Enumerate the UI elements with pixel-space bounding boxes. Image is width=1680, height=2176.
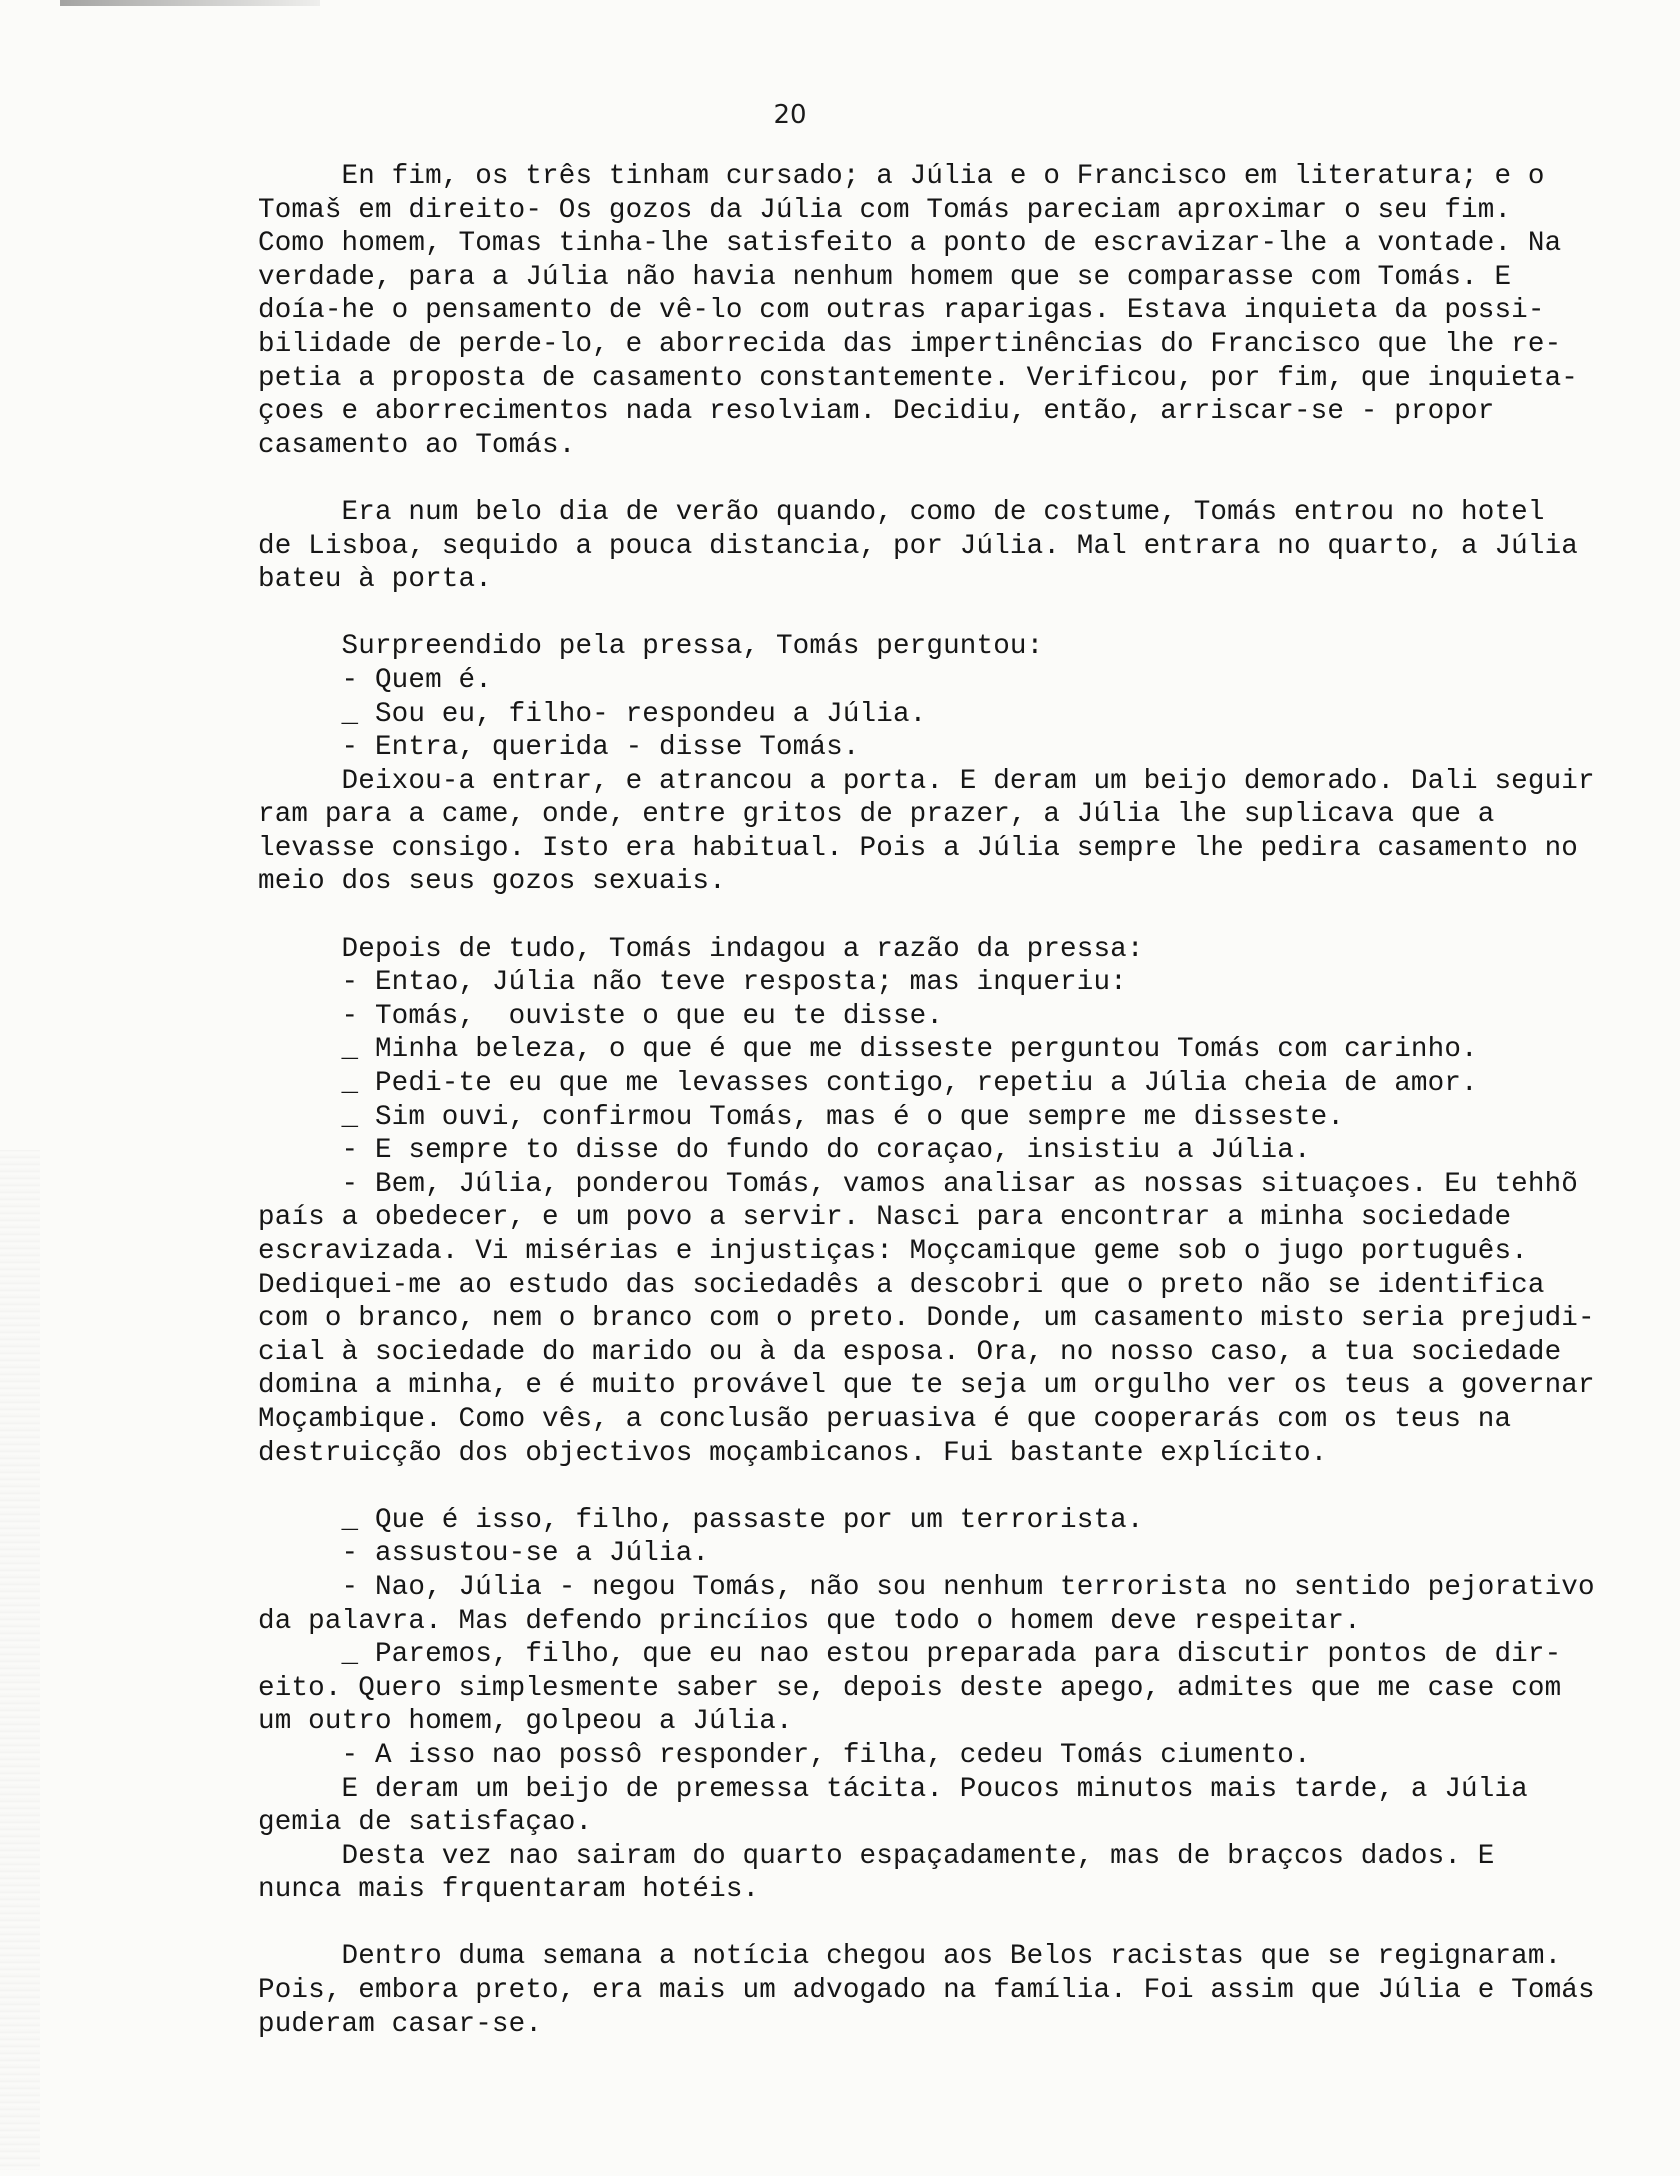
text-line: meio dos seus gozos sexuais. — [258, 866, 726, 898]
text-line: gemia de satisfaçao. — [258, 1807, 593, 1839]
text-line: de Lisboa, sequido a pouca distancia, por Júlia. Mal entrara no quarto, a Júlia — [258, 530, 1579, 562]
paragraph-gap — [258, 1907, 1598, 1941]
scan-margin-noise — [0, 1150, 40, 2170]
text-line: puderam casar-se. — [258, 2008, 543, 2040]
text-line: Deixou-a entrar, e atrancou a porta. E deram um beijo demorado. Dali seguir — [258, 765, 1595, 797]
text-line: doía-he o pensamento de vê-lo com outras raparigas. Estava inquieta da possi- — [258, 295, 1545, 327]
text-line: - Quem é. — [258, 664, 492, 696]
text-line: Era num belo dia de verão quando, como de costume, Tomás entrou no hotel — [258, 496, 1545, 528]
text-line: casamento ao Tomás. — [258, 429, 576, 461]
text-line: bilidade de perde-lo, e aborrecida das impertinências do Francisco que lhe re- — [258, 328, 1562, 360]
body-text — [258, 160, 1598, 2041]
text-line: eito. Quero simplesmente saber se, depois deste apego, admites que me case com — [258, 1672, 1562, 1704]
paragraph-gap — [258, 462, 1598, 496]
text-line: _ Paremos, filho, que eu nao estou preparada para discutir pontos de dir- — [258, 1639, 1562, 1671]
text-line: Pois, embora preto, era mais um advogado na família. Foi assim que Júlia e Tomás — [258, 1975, 1595, 2007]
paragraph-gap — [258, 597, 1598, 631]
text-line: da palavra. Mas defendo princíios que todo o homem deve respeitar. — [258, 1605, 1361, 1637]
text-line: escravizada. Vi misérias e injustiças: Moçcamique geme sob o jugo português. — [258, 1236, 1528, 1267]
text-line: com o branco, nem o branco com o preto. Donde, um casamento misto seria prejudi- — [258, 1303, 1595, 1335]
text-line: um outro homem, golpeou a Júlia. — [258, 1706, 793, 1738]
text-line: Dediquei-me ao estudo das sociedadês a descobri que o preto não se identifica — [258, 1269, 1545, 1301]
text-line: domina a minha, e é muito provável que te seja um orgulho ver os teus a governar — [258, 1370, 1595, 1402]
paragraph-gap — [258, 1470, 1598, 1504]
text-line: Desta vez nao sairam do quarto espaçadamente, mas de braçcos dados. E — [258, 1840, 1495, 1872]
paragraph — [258, 933, 1598, 1471]
text-line: E deram um beijo de premessa tácita. Poucos minutos mais tarde, a Júlia — [258, 1773, 1528, 1805]
text-line: bateu à porta. — [258, 564, 492, 596]
text-line: çoes e aborrecimentos nada resolviam. Decidiu, então, arriscar-se - propor — [258, 396, 1495, 428]
text-line: destruicção dos objectivos moçambicanos. Fui bastante explícito. — [258, 1437, 1328, 1469]
text-line: - Nao, Júlia - negou Tomás, não sou nenhum terrorista no sentido pejorativo — [258, 1571, 1595, 1603]
text-line: Moçambique. Como vês, a conclusão peruasiva é que cooperarás com os teus na — [258, 1403, 1512, 1435]
text-line: nunca mais frquentaram hotéis. — [258, 1874, 760, 1906]
scan-edge-mark — [60, 0, 320, 6]
text-line: _ Que é isso, filho, passaste por um terrorista. — [258, 1504, 1144, 1536]
text-line: cial à sociedade do marido ou à da esposa. Ora, no nosso caso, a tua sociedade — [258, 1336, 1562, 1368]
paragraph-gap — [258, 899, 1598, 933]
text-line: - Bem, Júlia, ponderou Tomás, vamos analisar as nossas situaçoes. Eu tehhõ — [258, 1168, 1579, 1200]
page-number: 20 — [773, 100, 807, 130]
text-line: verdade, para a Júlia não havia nenhum homem que se comparasse com Tomás. E — [258, 261, 1512, 293]
text-line: _ Sim ouvi, confirmou Tomás, mas é o que sempre me disseste. — [258, 1101, 1345, 1133]
text-line: petia a proposta de casamento constantemente. Verificou, por fim, que inquieta- — [258, 362, 1579, 394]
text-line: - Entao, Júlia não teve resposta; mas inqueriu: — [258, 967, 1127, 999]
text-line: - assustou-se a Júlia. — [258, 1538, 710, 1570]
text-line: Surpreendido pela pressa, Tomás perguntou: — [258, 631, 1044, 663]
text-line: _ Minha beleza, o que é que me disseste perguntou Tomás com carinho. — [258, 1034, 1478, 1066]
text-line: Tomaš em direito- Os gozos da Júlia com Tomás pareciam aproximar o seu fim. — [258, 194, 1512, 226]
text-line: - E sempre to disse do fundo do coraçao, insistiu a Júlia. — [258, 1135, 1311, 1167]
text-line: - Tomás, ouviste o que eu te disse. — [258, 1000, 944, 1032]
paragraph — [258, 1940, 1598, 2041]
text-line: levasse consigo. Isto era habitual. Pois a Júlia sempre lhe pedira casamento no — [258, 832, 1579, 864]
paragraph — [258, 1504, 1598, 1907]
paragraph — [258, 630, 1598, 899]
text-line: - A isso nao possô responder, filha, cedeu Tomás ciumento. — [258, 1739, 1311, 1771]
text-line: - Entra, querida - disse Tomás. — [258, 732, 860, 764]
paragraph — [258, 496, 1598, 597]
text-line: Como homem, Tomas tinha-lhe satisfeito a ponto de escravizar-lhe a vontade. Na — [258, 228, 1562, 260]
text-line: Depois de tudo, Tomás indagou a razão da pressa: — [258, 933, 1144, 965]
paragraph — [258, 160, 1598, 462]
text-line: ram para a came, onde, entre gritos de prazer, a Júlia lhe suplicava que a — [258, 799, 1495, 831]
text-line: Dentro duma semana a notícia chegou aos Belos racistas que se regignaram. — [258, 1941, 1562, 1973]
text-line: _ Sou eu, filho- respondeu a Júlia. — [258, 698, 927, 730]
text-line: país a obedecer, e um povo a servir. Nasci para encontrar a minha sociedade — [258, 1202, 1512, 1234]
text-line: _ Pedi-te eu que me levasses contigo, repetiu a Júlia cheia de amor. — [258, 1068, 1478, 1100]
text-line: En fim, os três tinham cursado; a Júlia e o Francisco em literatura; e o — [258, 161, 1545, 192]
